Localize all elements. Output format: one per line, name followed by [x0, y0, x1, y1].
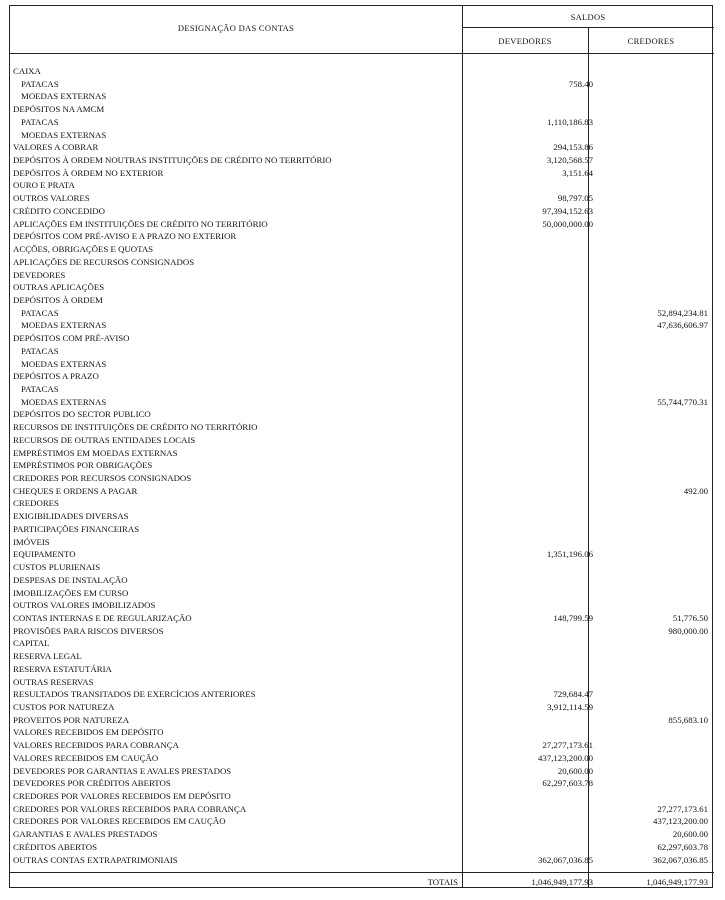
- account-label: CRÉDITOS ABERTOS: [13, 841, 97, 852]
- account-label: RECURSOS DE OUTRAS ENTIDADES LOCAIS: [13, 434, 196, 445]
- credit-value: 492.00: [683, 485, 708, 496]
- credit-value: 51,776.50: [672, 612, 708, 623]
- table-row: [10, 765, 714, 778]
- table-row: [10, 841, 714, 854]
- debit-value: 437,123,200.00: [538, 752, 593, 763]
- table-row: [10, 777, 714, 790]
- account-label: DEPÓSITOS DO SECTOR PUBLICO: [13, 409, 151, 420]
- account-label: DEPÓSITOS COM PRÉ-AVISO E A PRAZO NO EXTERIOR: [13, 231, 237, 242]
- table-row: [10, 854, 714, 867]
- credit-value: 980,000.00: [668, 625, 708, 636]
- table-row: [10, 396, 714, 409]
- debit-value: 148,799.59: [553, 612, 593, 623]
- account-label: IMOBILIZAÇÕES EM CURSO: [13, 587, 129, 598]
- totals-divider: [10, 872, 714, 873]
- account-label: CONTAS INTERNAS E DE REGULARIZAÇÃO: [13, 612, 192, 623]
- debit-value: 3,912,114.59: [547, 702, 593, 712]
- table-row: [10, 116, 714, 129]
- credit-value: 362,067,036.85: [653, 854, 708, 865]
- table-row: [10, 90, 714, 103]
- debit-value: 98,797.05: [557, 193, 593, 204]
- account-label: VALORES RECEBIDOS EM CAUÇÃO: [13, 752, 159, 763]
- table-row: [10, 103, 714, 116]
- table-row: [10, 167, 714, 180]
- debit-value: 3,120,568.57: [546, 155, 593, 166]
- account-label: VALORES RECEBIDOS EM DEPÓSITO: [13, 727, 164, 738]
- table-row: [10, 294, 714, 307]
- account-label: PATACAS: [21, 116, 59, 127]
- account-label: EMPRÉSTIMOS EM MOEDAS EXTERNAS: [13, 447, 178, 458]
- account-label: DEPÓSITOS À ORDEM NO EXTERIOR: [13, 167, 164, 178]
- debit-value: 62,297,603.78: [542, 778, 593, 789]
- account-label: DEPÓSITOS À ORDEM NOUTRAS INSTITUIÇÕES DE CRÉDITO NO TERRITÓRIO: [13, 155, 332, 166]
- account-label: VALORES RECEBIDOS PARA COBRANÇA: [13, 740, 179, 751]
- credit-value: 47,636,606.97: [657, 320, 708, 331]
- account-label: PATACAS: [21, 345, 59, 356]
- account-label: PROVEITOS POR NATUREZA: [13, 714, 130, 725]
- credit-value: 27,277,173.61: [657, 803, 708, 814]
- saldos-header: SALDOS: [570, 12, 606, 22]
- table-row: [10, 739, 714, 752]
- debit-value: 27,277,173.61: [542, 740, 593, 751]
- table-row: [10, 663, 714, 676]
- table-row: [10, 701, 714, 714]
- credit-value: 20,600.00: [672, 829, 708, 840]
- totals-debit: 1,046,949,177.93: [531, 877, 593, 887]
- credit-value: 55,744,770.31: [657, 396, 708, 407]
- account-label: APLICAÇÕES EM INSTITUIÇÕES DE CRÉDITO NO TERRITÓRIO: [13, 218, 268, 229]
- account-label: CUSTOS POR NATUREZA: [13, 702, 115, 712]
- saldos-divider: [462, 27, 714, 28]
- table-row: [10, 332, 714, 345]
- account-label: DEPÓSITOS COM PRÉ-AVISO: [13, 333, 130, 344]
- table-row: [10, 459, 714, 472]
- debit-value: 3,151.64: [562, 167, 593, 178]
- debit-value: 362,067,036.85: [538, 854, 593, 865]
- account-label: MOEDAS EXTERNAS: [21, 129, 107, 140]
- table-row: [10, 192, 714, 205]
- table-row: [10, 523, 714, 536]
- designation-header: DESIGNAÇÃO DAS CONTAS: [177, 23, 295, 33]
- account-label: EQUIPAMENTO: [13, 549, 76, 560]
- table-row: [10, 408, 714, 421]
- account-label: PARTICIPAÇÕES FINANCEIRAS: [13, 523, 140, 534]
- table-row: [10, 154, 714, 167]
- table-row: [10, 548, 714, 561]
- account-label: MOEDAS EXTERNAS: [21, 91, 107, 102]
- account-label: DEVEDORES POR GARANTIAS E AVALES PRESTADOS: [13, 765, 232, 776]
- account-label: IMÓVEIS: [13, 536, 50, 547]
- table-row: [10, 497, 714, 510]
- account-label: ACÇÕES, OBRIGAÇÕES E QUOTAS: [13, 244, 154, 255]
- account-label: MOEDAS EXTERNAS: [21, 358, 107, 369]
- table-row: [10, 230, 714, 243]
- debit-value: 20,600.00: [557, 765, 593, 776]
- account-label: GARANTIAS E AVALES PRESTADOS: [13, 829, 158, 840]
- table-row: [10, 714, 714, 727]
- table-row: [10, 574, 714, 587]
- account-label: DESPESAS DE INSTALAÇÃO: [13, 574, 128, 585]
- debit-value: 50,000,000.00: [542, 218, 593, 229]
- account-label: OUTRAS RESERVAS: [13, 676, 94, 687]
- table-row: [10, 587, 714, 600]
- table-row: [10, 510, 714, 523]
- balance-table: [9, 5, 713, 888]
- table-row: [10, 421, 714, 434]
- account-label: PATACAS: [21, 384, 59, 394]
- account-label: OUTRAS APLICAÇÕES: [13, 282, 105, 293]
- account-label: CREDORES POR VALORES RECEBIDOS EM DEPÓSITO: [13, 791, 231, 802]
- debit-header: DEVEDORES: [498, 36, 552, 46]
- account-label: PATACAS: [21, 78, 59, 89]
- debit-value: 1,351,196.06: [546, 549, 593, 560]
- table-row: [10, 637, 714, 650]
- account-label: DEPÓSITOS À ORDEM: [13, 294, 103, 305]
- table-row: [10, 243, 714, 256]
- debit-value: 758.40: [568, 78, 593, 89]
- table-row: [10, 828, 714, 841]
- table-row: [10, 803, 714, 816]
- table-row: [10, 650, 714, 663]
- table-row: [10, 815, 714, 828]
- credit-value: 62,297,603.78: [657, 841, 708, 852]
- debit-value: 97,394,152.63: [542, 205, 593, 216]
- table-row: [10, 625, 714, 638]
- table-row: [10, 307, 714, 320]
- account-label: RECURSOS DE INSTITUIÇÕES DE CRÉDITO NO TERRITÓRIO: [13, 422, 258, 433]
- account-label: PROVISÕES PARA RISCOS DIVERSOS: [13, 625, 164, 636]
- account-label: DEVEDORES: [13, 269, 66, 280]
- table-row: [10, 676, 714, 689]
- account-label: DEVEDORES POR CRÉDITOS ABERTOS: [13, 778, 171, 789]
- account-label: RESERVA LEGAL: [13, 651, 82, 662]
- table-row: [10, 561, 714, 574]
- table-row: [10, 599, 714, 612]
- account-label: CREDORES POR VALORES RECEBIDOS EM CAUÇÃO: [13, 816, 226, 827]
- header-divider: [10, 53, 714, 54]
- table-row: [10, 726, 714, 739]
- account-label: CREDORES POR VALORES RECEBIDOS PARA COBRANÇA: [13, 803, 247, 814]
- account-label: OUTRAS CONTAS EXTRAPATRIMONIAIS: [13, 854, 178, 865]
- table-row: [10, 218, 714, 231]
- account-label: CHEQUES E ORDENS A PAGAR: [13, 485, 138, 496]
- account-label: OURO E PRATA: [13, 180, 75, 191]
- debit-value: 294,153.86: [553, 142, 593, 153]
- account-label: CUSTOS PLURIENAIS: [13, 562, 101, 573]
- table-row: [10, 752, 714, 765]
- table-row: [10, 358, 714, 371]
- account-label: RESERVA ESTATUTÁRIA: [13, 663, 112, 674]
- debit-value: 1,110,186.83: [547, 116, 593, 127]
- table-row: [10, 345, 714, 358]
- table-row: [10, 472, 714, 485]
- totals-row: [10, 875, 714, 889]
- credit-value: 855,683.10: [668, 714, 708, 725]
- account-label: APLICAÇÕES DE RECURSOS CONSIGNADOS: [13, 256, 195, 267]
- account-label: CAPITAL: [13, 638, 50, 649]
- account-label: EMPRÉSTIMOS POR OBRIGAÇÕES: [13, 460, 153, 471]
- table-row: [10, 319, 714, 332]
- table-row: [10, 447, 714, 460]
- account-label: CREDORES POR RECURSOS CONSIGNADOS: [13, 473, 192, 484]
- account-label: CRÉDITO CONCEDIDO: [13, 205, 105, 216]
- table-row: [10, 370, 714, 383]
- table-row: [10, 383, 714, 396]
- table-row: [10, 141, 714, 154]
- account-label: MOEDAS EXTERNAS: [21, 320, 107, 331]
- account-label: VALORES A COBRAR: [13, 142, 99, 153]
- account-label: CREDORES: [13, 498, 59, 509]
- table-row: [10, 179, 714, 192]
- table-row: [10, 269, 714, 282]
- table-row: [10, 612, 714, 625]
- credit-value: 437,123,200.00: [653, 816, 708, 827]
- account-label: RESULTADOS TRANSITADOS DE EXERCÍCIOS ANTERIORES: [13, 689, 256, 700]
- debit-value: 729,684.47: [553, 689, 593, 700]
- credit-value: 52,894,234.81: [657, 307, 708, 318]
- account-label: EXIGIBILIDADES DIVERSAS: [13, 511, 129, 522]
- table-row: [10, 485, 714, 498]
- account-label: PATACAS: [21, 307, 59, 318]
- account-label: CAIXA: [13, 66, 41, 76]
- table-row: [10, 434, 714, 447]
- table-row: [10, 129, 714, 142]
- table-row: [10, 256, 714, 269]
- table-row: [10, 78, 714, 91]
- table-row: [10, 205, 714, 218]
- account-label: OUTROS VALORES: [13, 193, 90, 204]
- account-label: OUTROS VALORES IMOBILIZADOS: [13, 600, 156, 611]
- account-label: MOEDAS EXTERNAS: [21, 396, 107, 407]
- table-row: [10, 536, 714, 549]
- credit-header: CREDORES: [627, 36, 675, 46]
- totals-credit: 1,046,949,177.93: [646, 877, 708, 887]
- account-label: DEPÓSITOS NA AMCM: [13, 104, 105, 115]
- table-row: [10, 688, 714, 701]
- table-row: [10, 281, 714, 294]
- table-row: [10, 65, 714, 78]
- table-row: [10, 790, 714, 803]
- account-label: DEPÓSITOS A PRAZO: [13, 371, 99, 382]
- totals-label: TOTAIS: [427, 877, 458, 887]
